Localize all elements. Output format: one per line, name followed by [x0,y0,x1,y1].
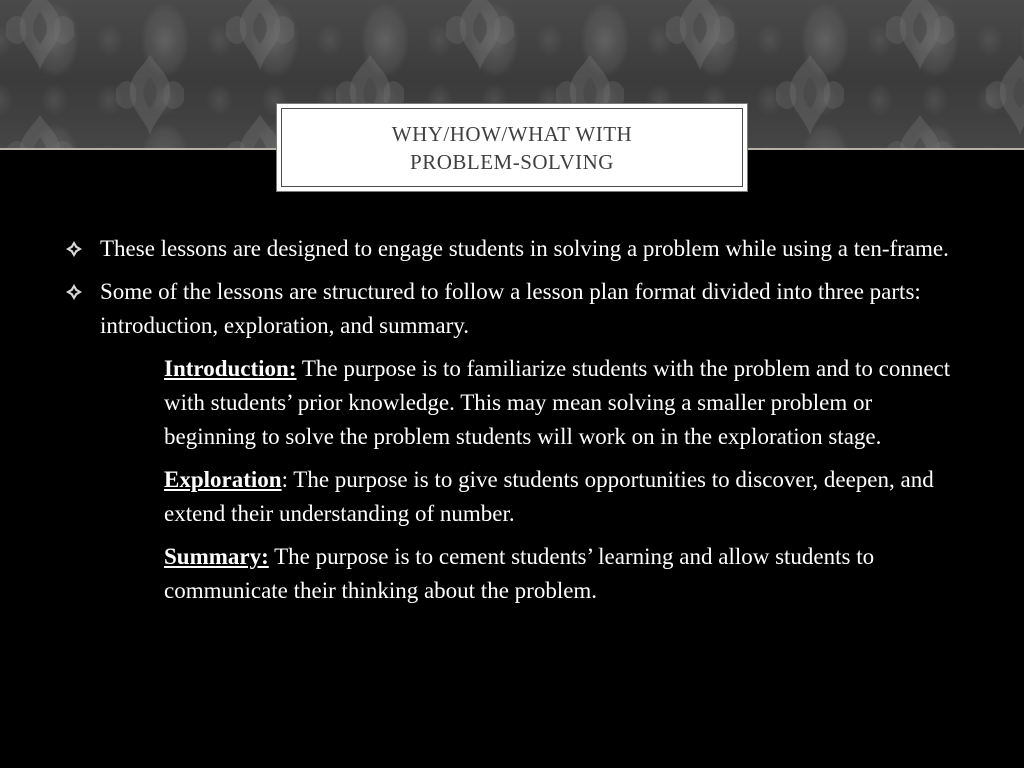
lesson-part-exploration [66,463,966,531]
part-text: The purpose is to familiarize students with the problem and to connect with students’ prior knowledge. This may mean solving a smaller problem or beginning to solve the problem students will work on in the exploration stage. [164,356,951,449]
lesson-part-summary [66,540,966,608]
slide-title-line-2: PROBLEM-SOLVING [410,149,614,174]
slide-body [66,232,966,617]
part-heading: Summary: [164,544,269,569]
bullet-text: Some of the lessons are structured to follow a lesson plan format divided into three parts: introduction, exploration, and summary. [100,279,921,338]
part-heading: Introduction: [164,356,297,381]
diamond-bullet-icon [66,284,82,300]
slide-title-line-1: WHY/HOW/WHAT WITH [391,121,633,146]
part-heading: Exploration [164,467,282,492]
bullet-text: These lessons are designed to engage students in solving a problem while using a ten-frame. [100,236,949,261]
title-box-frame [281,108,743,187]
title-box [277,104,747,191]
lesson-part-introduction [66,352,966,454]
bullet-item [66,275,966,343]
part-text: The purpose is to cement students’ learning and allow students to communicate their thinking about the problem. [164,544,875,603]
diamond-bullet-icon [66,241,82,257]
part-text: : The purpose is to give students opportunities to discover, deepen, and extend their understanding of number. [164,467,934,526]
bullet-item [66,232,966,266]
